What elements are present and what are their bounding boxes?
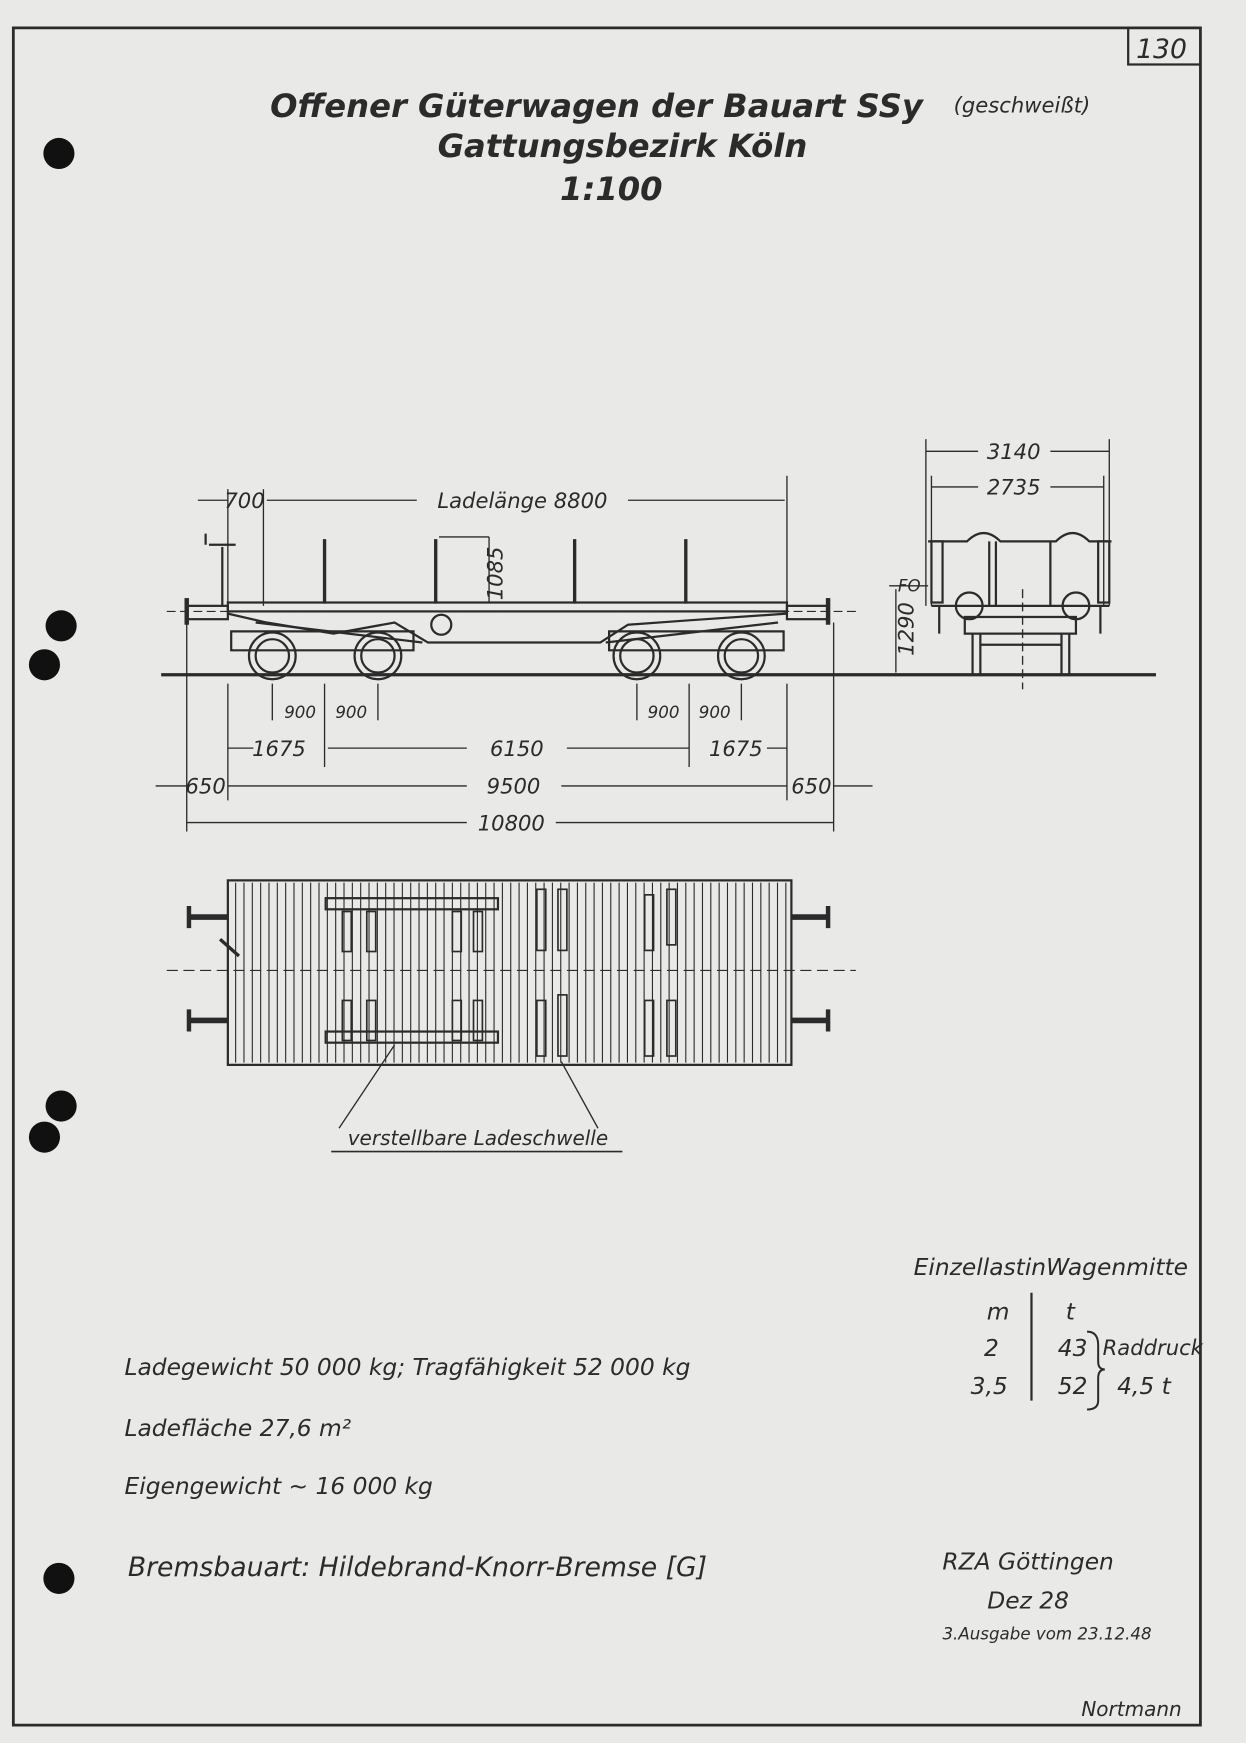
spec-brake-type: Bremsbauart: Hildebrand-Knorr-Bremse [G]: [127, 1552, 708, 1584]
dim-9500: 9500: [486, 773, 541, 799]
title-line-2: Gattungsbezirk Köln: [437, 126, 808, 165]
col-m-header: m: [986, 1297, 1010, 1326]
dim-1675-right: 1675: [708, 735, 763, 761]
adjustable-sill-label: verstellbare Ladeschwelle: [347, 1125, 609, 1150]
dim-900: 900: [284, 703, 317, 723]
dim-900: 900: [698, 703, 731, 723]
dim-650-left: 650: [185, 773, 226, 799]
dim-load-length: Ladelänge 8800: [437, 488, 608, 514]
department-label: Dez 28: [987, 1586, 1069, 1615]
dim-1675-left: 1675: [252, 735, 306, 761]
dim-900: 900: [335, 703, 368, 723]
plan-view-drawing: [167, 880, 856, 1151]
col-t-header: t: [1065, 1297, 1075, 1326]
scale-label: 1:100: [560, 170, 663, 209]
wheel-load-label: Raddruck: [1102, 1335, 1203, 1361]
dim-3140: 3140: [986, 439, 1041, 465]
dim-1085: 1085: [482, 546, 508, 601]
punch-holes: [29, 138, 77, 1594]
row-t: 43: [1057, 1334, 1088, 1363]
row-t: 52: [1057, 1371, 1088, 1400]
dim-650-right: 650: [791, 773, 832, 799]
dim-1290: 1290: [893, 602, 919, 656]
dim-700: 700: [224, 488, 265, 514]
sheet-border: [13, 28, 1200, 1725]
point-load-heading: EinzellastinWagenmitte: [913, 1252, 1188, 1281]
dim-6150: 6150: [489, 735, 544, 761]
edition-label: 3.Ausgabe vom 23.12.48: [942, 1624, 1152, 1644]
office-label: RZA Göttingen: [942, 1547, 1114, 1576]
spec-load-weight: Ladegewicht 50 000 kg; Tragfähigkeit 52 000 kg: [124, 1353, 691, 1382]
wheel-load-value: 4,5 t: [1117, 1371, 1171, 1400]
dim-2735: 2735: [986, 474, 1041, 500]
title-note: (geschweißt): [953, 92, 1091, 118]
row-m: 2: [984, 1334, 999, 1363]
dim-900: 900: [647, 703, 680, 723]
page-number: 130: [1136, 33, 1187, 65]
title-line-1: Offener Güterwagen der Bauart SSy: [270, 86, 923, 125]
dim-10800: 10800: [477, 810, 545, 836]
spec-load-area: Ladefläche 27,6 m²: [124, 1414, 352, 1443]
row-m: 3,5: [970, 1371, 1008, 1400]
signature: Nortmann: [1081, 1697, 1182, 1722]
spec-tare-weight: Eigengewicht ~ 16 000 kg: [124, 1471, 433, 1500]
side-view-drawing: [156, 476, 1156, 832]
fo-label: FO: [897, 576, 921, 596]
